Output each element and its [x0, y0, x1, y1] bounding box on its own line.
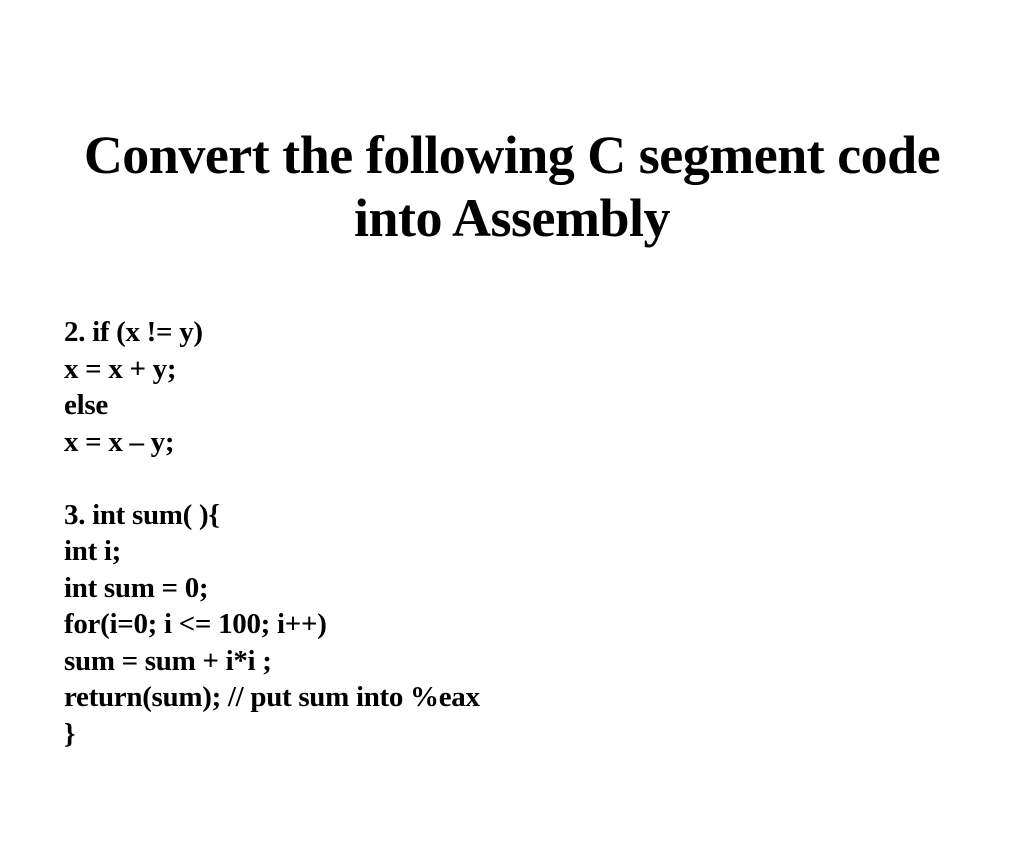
code-line: return(sum); // put sum into %eax [64, 681, 480, 713]
code-line: x = x – y; [64, 425, 175, 458]
code-line: int sum = 0; [64, 571, 209, 604]
code-line: else [64, 389, 108, 421]
code-line: for(i=0; i <= 100; i++) [64, 608, 327, 640]
slide-title-line-1: Convert the following C segment code [83, 125, 941, 185]
code-line: } [64, 717, 76, 750]
code-segments [64, 314, 964, 752]
code-line: x = x + y; [64, 352, 177, 385]
slide-title [0, 124, 1024, 250]
code-line: sum = sum + i*i ; [64, 644, 272, 677]
slide-title-line-2: into Assembly [353, 188, 671, 248]
problem-2 [64, 314, 964, 460]
code-line: int i; [64, 535, 122, 567]
problem-3 [64, 497, 964, 753]
code-line: 2. if (x != y) [64, 316, 203, 348]
spacer [64, 460, 964, 497]
code-line: 3. int sum( ){ [64, 498, 220, 531]
